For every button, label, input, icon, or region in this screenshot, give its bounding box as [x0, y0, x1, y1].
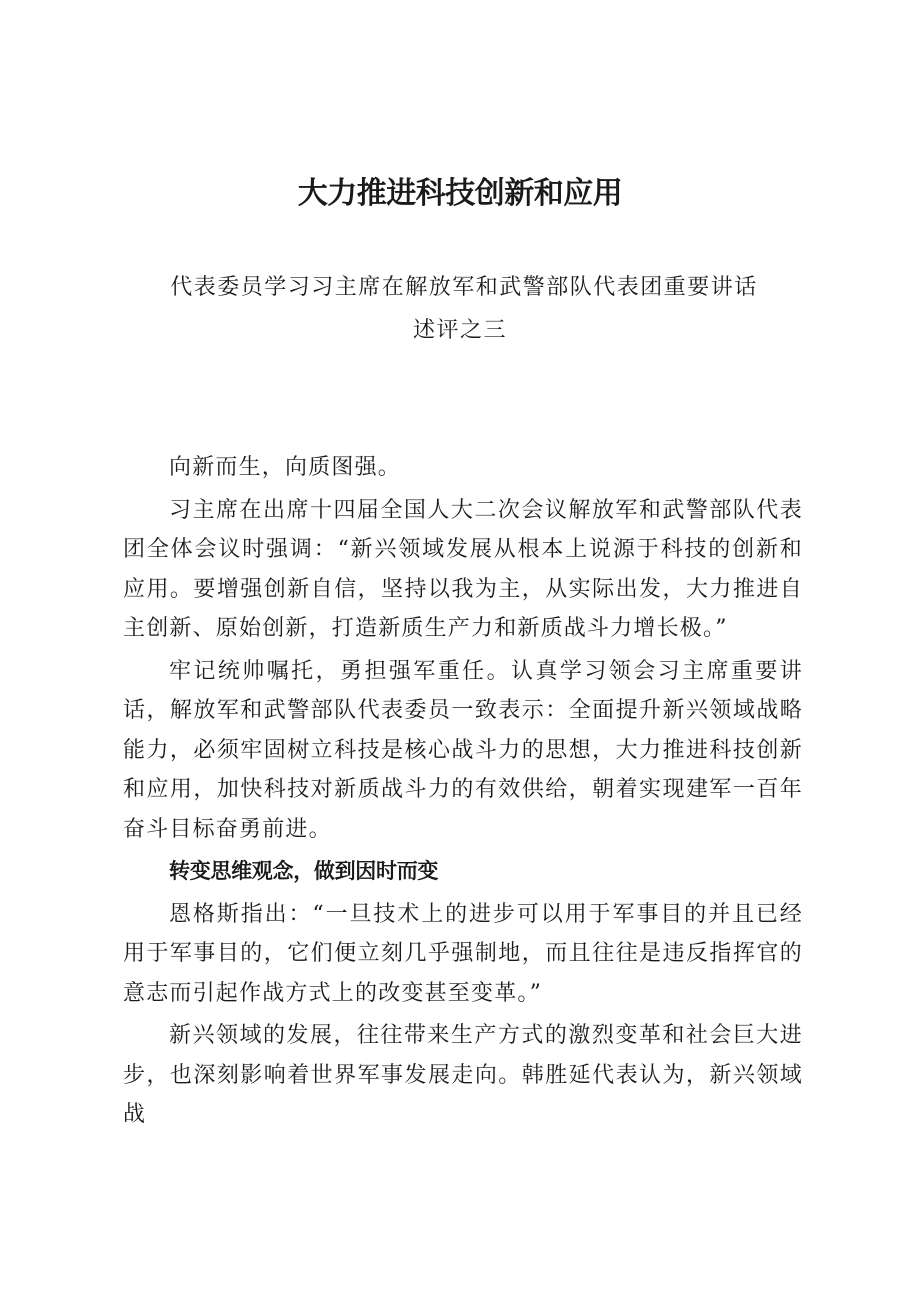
subtitle-line-1: 代表委员学习习主席在解放军和武警部队代表团重要讲话 [170, 275, 758, 300]
subtitle-line-2: 述评之三 [412, 318, 507, 343]
paragraph: 向新而生，向质图强。 [169, 455, 402, 480]
article-title: 大力推进科技创新和应用 [297, 176, 623, 211]
paragraph: 新兴领域的发展，往往带来生产方式的激烈变革和社会巨大进步，也深刻影响着世界军事发展走向。韩胜延代表认为，新兴领域战 [123, 1023, 803, 1127]
paragraph: 恩格斯指出：“一旦技术上的进步可以用于军事目的并且已经用于军事目的，它们便立刻几乎强制地，而且往往是违反指挥官的意志而引起作战方式上的改变甚至变革。” [123, 901, 803, 1006]
section-heading: 转变思维观念，做到因时而变 [169, 859, 439, 883]
paragraph: 牢记统帅嘱托，勇担强军重任。认真学习领会习主席重要讲话，解放军和武警部队代表委员一致表示：全面提升新兴领域战略能力，必须牢固树立科技是核心战斗力的思想，大力推进科技创新和应用，加快科技对新质战斗力的有效供给，朝着实现建军一百年奋斗目标奋勇前进。 [123, 658, 803, 842]
paragraph: 习主席在出席十四届全国人大二次会议解放军和武警部队代表团全体会议时强调：“新兴领域发展从根本上说源于科技的创新和应用。要增强创新自信，坚持以我为主，从实际出发，大力推进自主创新、原始创新，打造新质生产力和新质战斗力增长极。” [123, 497, 803, 641]
article-body [123, 448, 803, 1138]
